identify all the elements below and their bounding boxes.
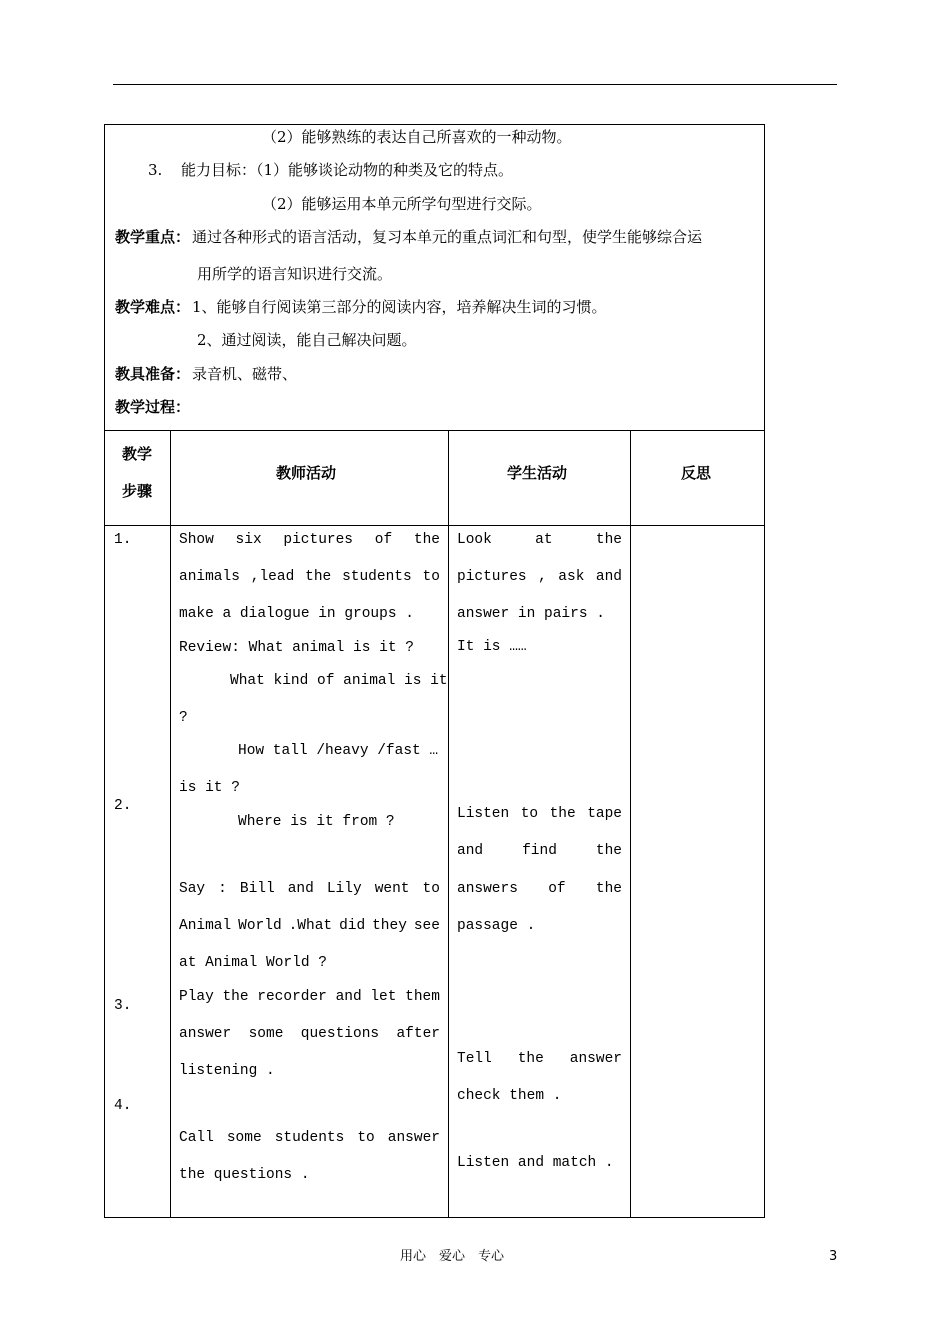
student-text-line (457, 570, 622, 585)
tools-text: 录音机、磁带、 (192, 365, 298, 383)
teacher-text-line: is it ? (179, 780, 240, 796)
word: Tell (457, 1051, 492, 1067)
table-header-bottom-border (104, 525, 765, 526)
word: six (235, 532, 262, 548)
key-points-text-2: 用所学的语言知识进行交流。 (197, 265, 393, 283)
step-number: 4. (114, 1098, 132, 1114)
word: some (226, 1130, 262, 1146)
word: to (520, 806, 539, 822)
word: to (422, 569, 440, 585)
word: Animal (179, 918, 232, 934)
teacher-text-line: ? (179, 710, 188, 726)
table-header-top-border (104, 430, 765, 431)
teacher-text-line (179, 882, 440, 897)
word: the (413, 532, 440, 548)
word: see (413, 918, 440, 934)
word: Call (179, 1130, 214, 1146)
word: answers (457, 881, 518, 897)
header-step-line-1: 教学 (122, 445, 153, 463)
word: students (342, 569, 412, 585)
column-divider-steps (170, 430, 171, 1218)
teacher-text-line (179, 990, 440, 1005)
word: them (405, 989, 440, 1005)
ability-goal-line: 能力目标：（1）能够谈论动物的种类及它的特点。 (181, 161, 514, 179)
word: recorder (257, 989, 327, 1005)
column-divider-teacher (448, 430, 449, 1218)
ability-goal-2-line: （2）能够运用本单元所学句型进行交际。 (262, 195, 542, 213)
teacher-text-line: Review: What animal is it ? (179, 640, 414, 656)
teacher-text-line (179, 919, 440, 934)
word: Bill (239, 881, 275, 897)
step-number: 3. (114, 998, 132, 1014)
student-text-line (457, 882, 622, 897)
word: after (396, 1026, 440, 1042)
student-text-line: passage . (457, 918, 536, 934)
word: the (595, 881, 622, 897)
word: the (549, 806, 576, 822)
word: and (287, 881, 314, 897)
teacher-text-line: listening . (179, 1063, 275, 1079)
header-reflection: 反思 (681, 464, 712, 482)
word: World (238, 918, 282, 934)
process-label: 教学过程： (115, 398, 191, 416)
objective-2-line: （2）能够熟练的表达自己所喜欢的一种动物。 (262, 128, 572, 146)
word: went (374, 881, 410, 897)
student-text-line (457, 807, 622, 822)
word: pictures (457, 569, 527, 585)
teacher-text-line: at Animal World ? (179, 955, 327, 971)
word: the (595, 843, 622, 859)
word: did (339, 918, 366, 934)
word: pictures (283, 532, 354, 548)
key-points-text-1: 通过各种形式的语言活动，复习本单元的重点词汇和句型，使学生能够综合运 (192, 228, 703, 246)
word: the (517, 1051, 544, 1067)
key-points-label: 教学重点： (115, 228, 191, 246)
word: ask (558, 569, 585, 585)
word: , (538, 569, 547, 585)
word: find (522, 843, 557, 859)
word: Show (179, 532, 214, 548)
word: answer (179, 1026, 232, 1042)
teacher-text-line (179, 533, 440, 548)
header-student-activity: 学生活动 (507, 464, 568, 482)
word: some (248, 1026, 284, 1042)
word: students (274, 1130, 345, 1146)
teacher-text-line (179, 570, 440, 585)
step-number: 2. (114, 798, 132, 814)
word: they (372, 918, 407, 934)
word: Lily (326, 881, 362, 897)
header-teacher-activity: 教师活动 (276, 464, 337, 482)
student-text-line: check them . (457, 1088, 562, 1104)
difficulties-text-2: 2、通过阅读，能自己解决问题。 (197, 331, 417, 349)
column-divider-student (630, 430, 631, 1218)
teacher-text-line (179, 1131, 440, 1146)
word: and (457, 843, 484, 859)
word: : (218, 881, 227, 897)
word: the (222, 989, 249, 1005)
teacher-text-line: the questions . (179, 1167, 310, 1183)
word: at (535, 532, 553, 548)
word: tape (587, 806, 622, 822)
student-text-line (457, 844, 622, 859)
header-step-line-2: 步骤 (122, 482, 153, 500)
header-rule (113, 84, 837, 85)
student-text-line: answer in pairs . (457, 606, 605, 622)
teacher-text-line: How tall /heavy /fast … (238, 743, 439, 759)
teacher-text-line: Where is it from ? (238, 814, 395, 830)
word: of (548, 881, 566, 897)
word: the (595, 532, 622, 548)
difficulties-label: 教学难点： (115, 298, 191, 316)
student-text-line (457, 533, 622, 548)
word: Look (457, 532, 492, 548)
tools-label: 教具准备： (115, 365, 191, 383)
student-text-line (457, 1052, 622, 1067)
footer-motto: 用心 爱心 专心 (400, 1249, 505, 1264)
page-number: 3 (829, 1249, 838, 1264)
word: to (422, 881, 440, 897)
word: questions (300, 1026, 380, 1042)
word: Say (179, 881, 206, 897)
word: answer (387, 1130, 440, 1146)
teacher-text-line (179, 1027, 440, 1042)
word: and (595, 569, 622, 585)
item-3-number: 3. (148, 161, 163, 179)
word: .What (288, 918, 333, 934)
step-number: 1. (114, 532, 132, 548)
word: of (374, 532, 393, 548)
word: to (357, 1130, 375, 1146)
word: ,lead (250, 569, 295, 585)
student-text-line: Listen and match . (457, 1155, 614, 1171)
word: Play (179, 989, 214, 1005)
word: Listen (457, 806, 510, 822)
difficulties-text-1: 1、能够自行阅读第三部分的阅读内容，培养解决生词的习惯。 (192, 298, 607, 316)
word: and (335, 989, 362, 1005)
word: let (370, 989, 397, 1005)
teacher-text-line: make a dialogue in groups . (179, 606, 414, 622)
word: animals (179, 569, 240, 585)
word: answer (569, 1051, 622, 1067)
student-text-line: It is …… (457, 639, 527, 655)
teacher-text-line: What kind of animal is it (230, 673, 448, 689)
lesson-plan-table (104, 124, 765, 1218)
word: the (305, 569, 332, 585)
